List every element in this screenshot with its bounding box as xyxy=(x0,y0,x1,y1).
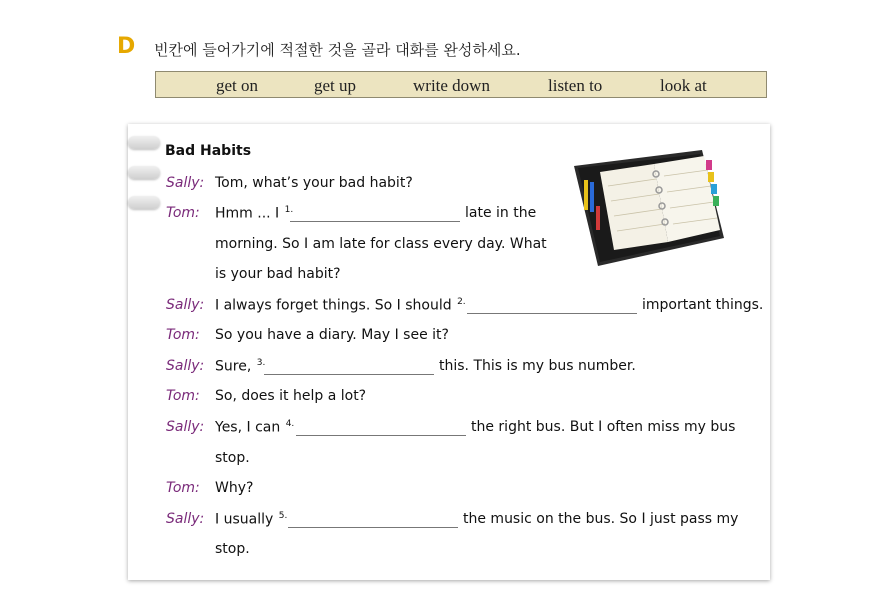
dialogue-line xyxy=(0,358,873,388)
line-text-after: the right bus. But I often miss my bus xyxy=(471,419,736,435)
line-text xyxy=(215,297,466,314)
dialogue-line xyxy=(0,236,873,266)
speaker-name: Sally: xyxy=(166,297,205,313)
line-text xyxy=(215,205,293,222)
exercise-letter: D xyxy=(117,34,136,59)
line-text-after: late in the xyxy=(465,205,537,221)
answer-blank[interactable] xyxy=(288,527,458,528)
dialogue-line xyxy=(0,175,873,205)
blank-number: 3. xyxy=(256,358,266,368)
word-bank-item: look at xyxy=(660,76,707,95)
line-text: is your bad habit? xyxy=(215,266,341,282)
line-text: Why? xyxy=(215,480,254,496)
dialogue-line xyxy=(0,511,873,541)
line-text: So you have a diary. May I see it? xyxy=(215,327,449,343)
dialogue-line xyxy=(0,327,873,357)
speaker-name: Sally: xyxy=(166,419,205,435)
dialogue-title: Bad Habits xyxy=(165,143,252,159)
line-text xyxy=(215,511,287,528)
line-text-after: the music on the bus. So I just pass my xyxy=(463,511,739,527)
line-text: stop. xyxy=(215,450,250,466)
binder-ring-icon xyxy=(128,136,160,149)
line-text xyxy=(215,419,294,436)
speaker-name: Tom: xyxy=(166,327,200,343)
blank-number: 1. xyxy=(284,205,294,215)
line-text-before: Yes, I can xyxy=(215,419,281,436)
line-text-after: this. This is my bus number. xyxy=(439,358,636,374)
speaker-name: Tom: xyxy=(166,480,200,496)
word-bank-item: get on xyxy=(216,76,259,95)
word-bank-item: write down xyxy=(413,76,490,95)
blank-number: 5. xyxy=(278,511,288,521)
dialogue-line xyxy=(0,297,873,327)
dialogue-line xyxy=(0,266,873,296)
answer-blank[interactable] xyxy=(290,221,460,222)
dialogue-line xyxy=(0,388,873,418)
line-text: morning. So I am late for class every day. What xyxy=(215,236,547,252)
word-bank xyxy=(155,71,767,98)
answer-blank[interactable] xyxy=(264,374,434,375)
speaker-name: Sally: xyxy=(166,175,205,191)
speaker-name: Sally: xyxy=(166,511,205,527)
dialogue-line xyxy=(0,541,873,571)
speaker-name: Tom: xyxy=(166,205,200,221)
dialogue-line xyxy=(0,450,873,480)
speaker-name: Sally: xyxy=(166,358,205,374)
line-text-before: I usually xyxy=(215,511,274,528)
word-bank-item: get up xyxy=(314,76,357,95)
speaker-name: Tom: xyxy=(166,388,200,404)
blank-number: 4. xyxy=(285,419,295,429)
line-text: So, does it help a lot? xyxy=(215,388,367,404)
line-text-after: important things. xyxy=(642,297,764,313)
line-text: stop. xyxy=(215,541,250,557)
dialogue-line xyxy=(0,205,873,235)
line-text-before: Sure, xyxy=(215,358,252,375)
line-text-before: Hmm ... I xyxy=(215,205,280,222)
dialogue-line xyxy=(0,419,873,449)
blank-number: 2. xyxy=(457,297,466,307)
answer-blank[interactable] xyxy=(467,313,637,314)
line-text: Tom, what’s your bad habit? xyxy=(215,175,413,191)
answer-blank[interactable] xyxy=(296,435,466,436)
exercise-instruction: 빈칸에 들어가기에 적절한 것을 골라 대화를 완성하세요. xyxy=(154,41,521,59)
dialogue-line xyxy=(0,480,873,510)
line-text-before: I always forget things. So I should xyxy=(215,297,452,314)
word-bank-item: listen to xyxy=(548,76,603,95)
line-text xyxy=(215,358,265,375)
